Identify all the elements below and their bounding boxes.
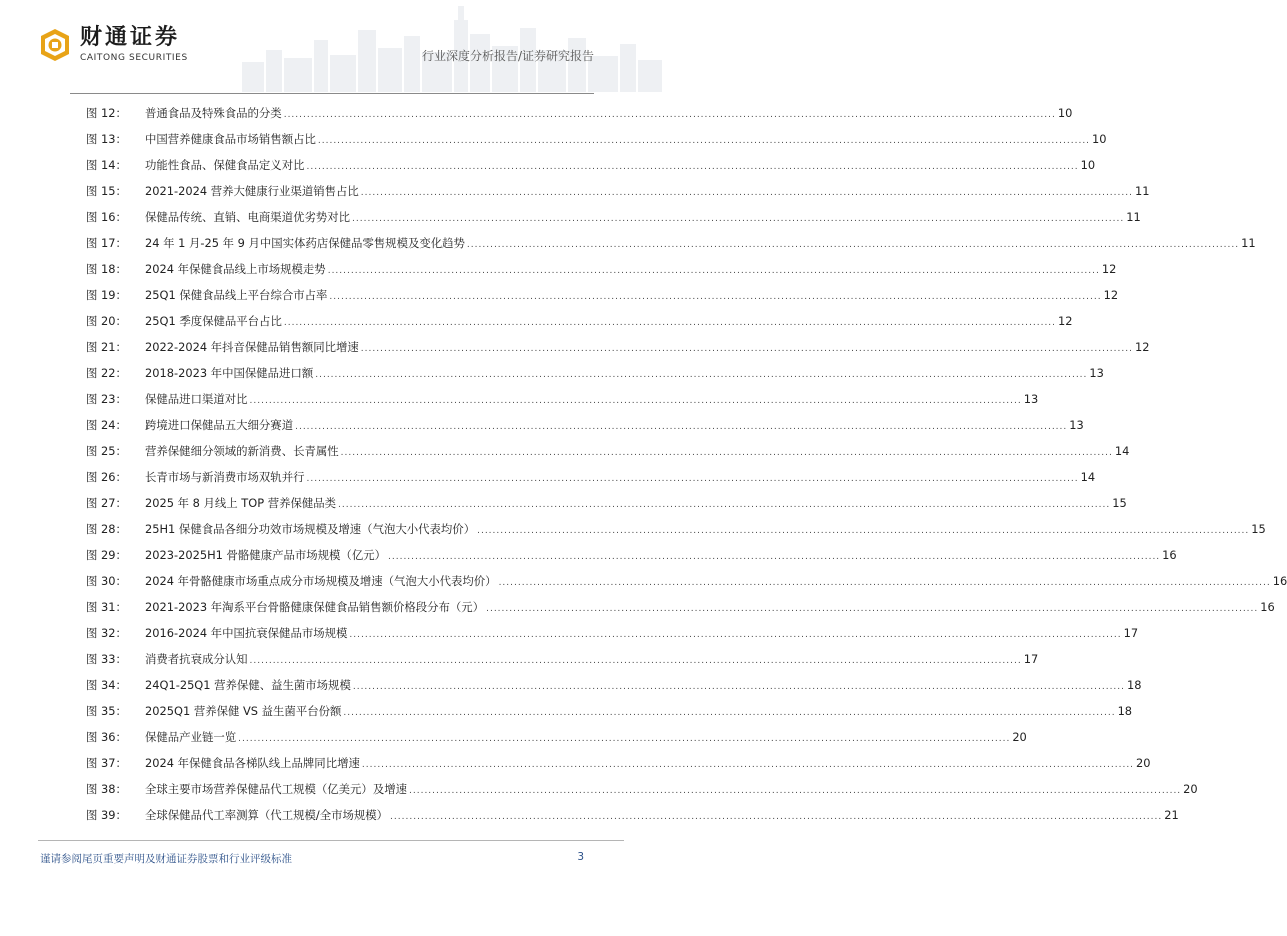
- toc-figure-title: 24Q1-25Q1 营养保健、益生菌市场规模: [145, 678, 351, 692]
- toc-dot-leader: ........................................................................................................................................................................................................: [361, 760, 1135, 770]
- toc-figure-label: 图 12：: [86, 106, 127, 120]
- toc-figure-label: 图 27：: [86, 496, 127, 510]
- toc-entry[interactable]: [86, 126, 1107, 152]
- toc-dot-leader: ........................................................................................................................................................................................................: [238, 734, 1011, 744]
- toc-figure-label: 图 14：: [86, 158, 127, 172]
- toc-figure-title: 2018-2023 年中国保健品进口额: [145, 366, 314, 380]
- toc-page-number: 21: [1164, 808, 1179, 822]
- toc-entry[interactable]: [86, 724, 1027, 750]
- toc-dot-leader: ........................................................................................................................................................................................................: [340, 448, 1113, 458]
- toc-figure-label: 图 36：: [86, 730, 127, 744]
- toc-figure-title: 25H1 保健食品各细分功效市场规模及增速（气泡大小代表均价）: [145, 522, 476, 536]
- toc-entry[interactable]: [86, 386, 1039, 412]
- toc-page-number: 20: [1012, 730, 1027, 744]
- toc-entry[interactable]: [86, 698, 1133, 724]
- toc-figure-label: 图 20：: [86, 314, 127, 328]
- toc-dot-leader: ........................................................................................................................................................................................................: [466, 240, 1240, 250]
- toc-entry[interactable]: [86, 256, 1117, 282]
- toc-page-number: 13: [1069, 418, 1084, 432]
- toc-dot-leader: ........................................................................................................................................................................................................: [327, 266, 1100, 276]
- toc-figure-title: 2022-2024 年抖音保健品销售额同比增速: [145, 340, 359, 354]
- toc-figure-label: 图 35：: [86, 704, 127, 718]
- toc-figure-title: 2021-2023 年淘系平台骨骼健康保健食品销售额价格段分布（元）: [145, 600, 485, 614]
- logo-chinese-name: 财通证券: [80, 25, 181, 50]
- toc-entry[interactable]: [86, 750, 1151, 776]
- toc-dot-leader: ........................................................................................................................................................................................................: [338, 500, 1111, 510]
- toc-dot-leader: ........................................................................................................................................................................................................: [498, 578, 1271, 588]
- figure-index-list: [86, 100, 1287, 828]
- toc-figure-label: 图 19：: [86, 288, 127, 302]
- toc-page-number: 12: [1101, 262, 1117, 276]
- toc-figure-title: 保健品进口渠道对比: [145, 392, 248, 406]
- toc-figure-label: 图 25：: [86, 444, 127, 458]
- toc-page-number: 16: [1260, 600, 1275, 614]
- toc-entry[interactable]: [86, 568, 1287, 594]
- toc-dot-leader: ........................................................................................................................................................................................................: [486, 604, 1259, 614]
- toc-figure-title: 2021-2024 营养大健康行业渠道销售占比: [145, 184, 359, 198]
- toc-figure-title: 2025Q1 营养保健 VS 益生菌平台份额: [145, 704, 342, 718]
- toc-dot-leader: ........................................................................................................................................................................................................: [317, 136, 1091, 146]
- toc-entry[interactable]: [86, 308, 1073, 334]
- toc-page-number: 10: [1080, 158, 1096, 172]
- toc-entry[interactable]: [86, 620, 1139, 646]
- toc-figure-title: 2024 年保健食品各梯队线上品牌同比增速: [145, 756, 360, 770]
- toc-dot-leader: ........................................................................................................................................................................................................: [249, 656, 1022, 666]
- toc-page-number: 11: [1126, 210, 1141, 224]
- toc-dot-leader: ........................................................................................................................................................................................................: [315, 370, 1088, 380]
- toc-figure-title: 全球保健品代工率测算（代工规模/全市场规模）: [145, 808, 389, 822]
- toc-figure-label: 图 13：: [86, 132, 127, 146]
- toc-figure-title: 25Q1 季度保健品平台占比: [145, 314, 282, 328]
- toc-figure-title: 功能性食品、保健食品定义对比: [145, 158, 305, 172]
- toc-entry[interactable]: [86, 594, 1275, 620]
- toc-entry[interactable]: [86, 100, 1073, 126]
- toc-figure-title: 长青市场与新消费市场双轨并行: [145, 470, 305, 484]
- toc-page-number: 16: [1162, 548, 1177, 562]
- toc-figure-title: 25Q1 保健食品线上平台综合市占率: [145, 288, 328, 302]
- toc-dot-leader: ........................................................................................................................................................................................................: [283, 318, 1057, 328]
- toc-entry[interactable]: [86, 542, 1177, 568]
- toc-figure-label: 图 34：: [86, 678, 127, 692]
- toc-page-number: 17: [1023, 652, 1039, 666]
- toc-figure-title: 全球主要市场营养保健品代工规模（亿美元）及增速: [145, 782, 407, 796]
- toc-entry[interactable]: [86, 672, 1142, 698]
- toc-figure-label: 图 26：: [86, 470, 127, 484]
- toc-figure-label: 图 30：: [86, 574, 127, 588]
- toc-page-number: 10: [1092, 132, 1107, 146]
- toc-page-number: 18: [1127, 678, 1142, 692]
- toc-page-number: 20: [1136, 756, 1151, 770]
- toc-entry[interactable]: [86, 516, 1266, 542]
- toc-figure-label: 图 38：: [86, 782, 127, 796]
- toc-dot-leader: ........................................................................................................................................................................................................: [477, 526, 1250, 536]
- toc-figure-title: 2023-2025H1 骨骼健康产品市场规模（亿元）: [145, 548, 386, 562]
- toc-page-number: 11: [1241, 236, 1256, 250]
- toc-figure-label: 图 39：: [86, 808, 127, 822]
- toc-entry[interactable]: [86, 360, 1104, 386]
- toc-entry[interactable]: [86, 334, 1150, 360]
- toc-dot-leader: ........................................................................................................................................................................................................: [352, 214, 1125, 224]
- toc-figure-label: 图 29：: [86, 548, 127, 562]
- toc-entry[interactable]: [86, 152, 1096, 178]
- toc-entry[interactable]: [86, 490, 1127, 516]
- toc-figure-label: 图 31：: [86, 600, 127, 614]
- toc-page-number: 16: [1272, 574, 1287, 588]
- toc-dot-leader: ........................................................................................................................................................................................................: [349, 630, 1122, 640]
- toc-page-number: 17: [1123, 626, 1139, 640]
- toc-page-number: 11: [1134, 184, 1150, 198]
- toc-dot-leader: ........................................................................................................................................................................................................: [306, 162, 1079, 172]
- toc-page-number: 20: [1183, 782, 1198, 796]
- toc-entry[interactable]: [86, 282, 1119, 308]
- toc-figure-title: 普通食品及特殊食品的分类: [145, 106, 282, 120]
- toc-figure-label: 图 37：: [86, 756, 127, 770]
- toc-entry[interactable]: [86, 646, 1039, 672]
- toc-page-number: 14: [1080, 470, 1096, 484]
- toc-figure-label: 图 24：: [86, 418, 127, 432]
- toc-figure-label: 图 28：: [86, 522, 127, 536]
- toc-page-number: 10: [1057, 106, 1073, 120]
- toc-entry[interactable]: [86, 776, 1198, 802]
- toc-figure-label: 图 21：: [86, 340, 127, 354]
- toc-page-number: 12: [1134, 340, 1150, 354]
- toc-entry[interactable]: [86, 204, 1141, 230]
- toc-figure-label: 图 18：: [86, 262, 127, 276]
- footer-disclaimer: 谨请参阅尾页重要声明及财通证券股票和行业评级标准: [40, 853, 292, 865]
- toc-dot-leader: ........................................................................................................................................................................................................: [390, 812, 1163, 822]
- header-divider: [70, 93, 594, 94]
- toc-figure-title: 消费者抗衰成分认知: [145, 652, 248, 666]
- logo-english-name: CAITONG SECURITIES: [80, 53, 188, 63]
- toc-dot-leader: ........................................................................................................................................................................................................: [360, 188, 1133, 198]
- report-type-label: 行业深度分析报告/证券研究报告: [421, 49, 594, 63]
- toc-page-number: 15: [1112, 496, 1127, 510]
- toc-dot-leader: ........................................................................................................................................................................................................: [343, 708, 1116, 718]
- toc-figure-label: 图 16：: [86, 210, 127, 224]
- toc-entry[interactable]: [86, 178, 1150, 204]
- toc-figure-label: 图 17：: [86, 236, 127, 250]
- toc-figure-title: 跨境进口保健品五大细分赛道: [145, 418, 294, 432]
- toc-figure-label: 图 22：: [86, 366, 127, 380]
- toc-figure-title: 2024 年保健食品线上市场规模走势: [145, 262, 326, 276]
- toc-dot-leader: ........................................................................................................................................................................................................: [388, 552, 1161, 562]
- toc-dot-leader: ........................................................................................................................................................................................................: [360, 344, 1133, 354]
- toc-page-number: 15: [1251, 522, 1266, 536]
- toc-entry[interactable]: [86, 802, 1179, 828]
- toc-figure-title: 中国营养健康食品市场销售额占比: [145, 132, 316, 146]
- toc-dot-leader: ........................................................................................................................................................................................................: [352, 682, 1126, 692]
- toc-entry[interactable]: [86, 412, 1084, 438]
- toc-entry[interactable]: [86, 438, 1130, 464]
- page-number: 3: [577, 851, 584, 863]
- toc-dot-leader: ........................................................................................................................................................................................................: [306, 474, 1079, 484]
- toc-dot-leader: ........................................................................................................................................................................................................: [409, 786, 1182, 796]
- toc-dot-leader: ........................................................................................................................................................................................................: [295, 422, 1068, 432]
- toc-figure-title: 2016-2024 年中国抗衰保健品市场规模: [145, 626, 348, 640]
- toc-figure-title: 2024 年骨骼健康市场重点成分市场规模及增速（气泡大小代表均价）: [145, 574, 497, 588]
- toc-dot-leader: ........................................................................................................................................................................................................: [249, 396, 1022, 406]
- toc-figure-title: 保健品传统、直销、电商渠道优劣势对比: [145, 210, 351, 224]
- toc-figure-label: 图 33：: [86, 652, 127, 666]
- toc-entry[interactable]: [86, 464, 1096, 490]
- caitong-coin-icon: [38, 28, 72, 62]
- toc-page-number: 12: [1058, 314, 1073, 328]
- toc-page-number: 12: [1103, 288, 1119, 302]
- toc-figure-label: 图 23：: [86, 392, 127, 406]
- toc-page-number: 13: [1023, 392, 1039, 406]
- toc-figure-title: 营养保健细分领域的新消费、长青属性: [145, 444, 339, 458]
- toc-figure-label: 图 15：: [86, 184, 127, 198]
- city-skyline-decoration: [242, 0, 662, 92]
- company-logo: [38, 26, 188, 64]
- toc-figure-title: 24 年 1 月-25 年 9 月中国实体药店保健品零售规模及变化趋势: [145, 236, 465, 250]
- toc-figure-label: 图 32：: [86, 626, 127, 640]
- toc-page-number: 13: [1089, 366, 1104, 380]
- toc-dot-leader: ........................................................................................................................................................................................................: [329, 292, 1102, 302]
- toc-entry[interactable]: [86, 230, 1256, 256]
- footer-divider: [38, 840, 624, 841]
- toc-page-number: 18: [1117, 704, 1133, 718]
- toc-dot-leader: ........................................................................................................................................................................................................: [283, 110, 1056, 120]
- toc-figure-title: 2025 年 8 月线上 TOP 营养保健品类: [145, 496, 337, 510]
- toc-figure-title: 保健品产业链一览: [145, 730, 237, 744]
- page-header: [0, 0, 662, 96]
- toc-page-number: 14: [1114, 444, 1130, 458]
